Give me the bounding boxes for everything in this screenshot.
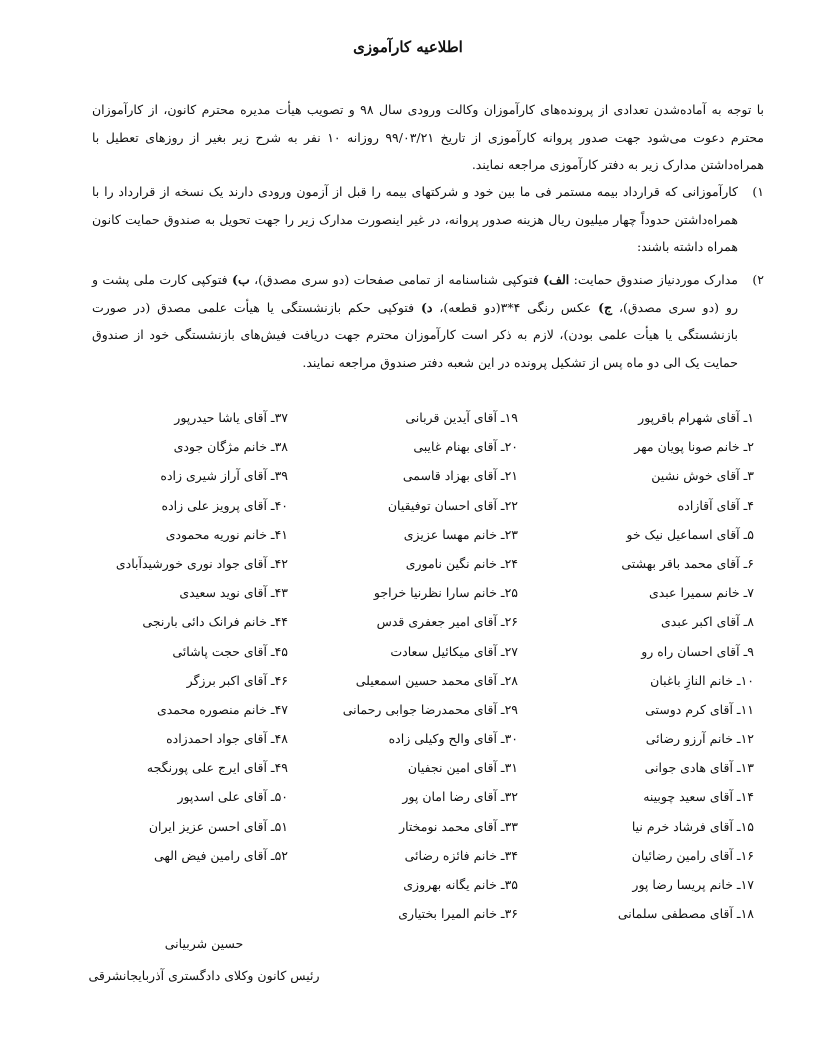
- names-column-3: [18, 403, 288, 870]
- name-list-item: ۲۶ـ آقای امیر جعفری قدس: [376, 614, 518, 630]
- name-list-item: ۱۱ـ آقای کرم دوستی: [645, 701, 754, 717]
- name-list-item: ۹ـ آقای احسان راه رو: [641, 643, 754, 659]
- name-list-item: ۲۲ـ آقای احسان توفیقیان: [387, 497, 518, 513]
- name-list-item: ۴ـ آقای آقازاده: [677, 497, 754, 513]
- name-list-item: ۱۷ـ خانم پریسا رضا پور: [632, 877, 754, 892]
- name-list-item: ۲۵ـ خانم سارا نظرنیا خراجو: [373, 585, 518, 601]
- name-list-item: ۴۳ـ آقای نوید سعیدی: [179, 585, 288, 601]
- name-list-item: ۴۱ـ خانم نوریه محمودی: [165, 526, 288, 542]
- name-list-item: ۱۰ـ خانم النازِ باغبان: [650, 672, 754, 688]
- item-text-part: عکس رنگی ۴*۳(دو قطعه)،: [432, 299, 599, 315]
- name-list-item: ۳۰ـ آقای والح وکیلی زاده: [388, 731, 518, 747]
- item-bullet-dal: د): [421, 299, 433, 315]
- names-column-1: [484, 403, 754, 928]
- name-list-item: ۱۹ـ آقای آیدین قربانی: [405, 410, 518, 425]
- name-list-item: ۳۵ـ خانم یگانه بهروزی: [403, 877, 518, 892]
- name-list-item: ۲۹ـ آقای محمدرضا جوابی رحمانی: [342, 701, 518, 717]
- name-list-item: ۵۱ـ آقای احسن عزیز ایران: [148, 818, 288, 834]
- name-list-item: ۷ـ خانم سمیرا عبدی: [648, 585, 754, 601]
- name-list-item: ۳۲ـ آقای رضا امان پور: [402, 789, 518, 805]
- name-list-item: ۲۱ـ آقای بهزاد قاسمی: [402, 468, 518, 484]
- page-title: اطلاعیه کارآموزی: [353, 38, 463, 56]
- name-list-item: ۶ـ آقای محمد باقر بهشتی: [621, 555, 754, 571]
- name-list-item: ۲۳ـ خانم مهسا عزیزی: [403, 526, 518, 542]
- item-number: ۱): [752, 184, 764, 199]
- name-list-item: ۳۸ـ خانم مژگان جودی: [173, 439, 288, 455]
- name-list-item: ۴۹ـ آقای ایرج علی پورنگجه: [146, 760, 288, 776]
- name-list-item: ۳۷ـ آقای یاشا حیدرپور: [174, 410, 288, 425]
- name-list-item: ۴۷ـ خانم منصوره محمدی: [156, 701, 288, 717]
- name-list-item: ۲۴ـ خانم نگین ناموری: [405, 555, 518, 571]
- name-list-item: ۱۲ـ خانم آرزو رضائی: [645, 731, 754, 747]
- name-list-item: ۳۴ـ خانم فائزه رضائی: [404, 847, 518, 863]
- name-list-item: ۱۴ـ آقای سعید چوبینه: [643, 789, 754, 805]
- item-number: ۲): [752, 272, 764, 287]
- signature-block: [84, 928, 324, 992]
- signer-position: رئیس کانون وکلای دادگستری آذربایجانشرقی: [88, 968, 320, 983]
- name-list-item: ۳۶ـ خانم المیرا بختیاری: [398, 906, 518, 922]
- name-list-item: ۴۴ـ خانم فرانک دائی بارنجی: [142, 614, 288, 630]
- name-list-item: ۳ـ آقای خوش نشین: [651, 468, 754, 484]
- item-text: کارآموزانی که قرارداد بیمه مستمر فی ما بین خود و شرکتهای بیمه را قبل از آزمون ورودی دارند یک نسخه از قرارداد را با همراه‌داشتن حدوداً چهار میلیون ریال هزینه صدور پروانه، در غیر اینصورت مدارک زیر را جهت تحویل به صندوق حمایت کانون همراه داشته باشند:: [92, 184, 738, 254]
- name-list-item: ۴۲ـ آقای جواد نوری خورشیدآبادی: [115, 555, 288, 571]
- name-list-item: ۳۹ـ آقای آراز شیری زاده: [160, 468, 288, 484]
- requirement-item-2: [92, 266, 764, 376]
- item-bullet-alef: الف): [543, 272, 570, 287]
- name-list-item: ۴۶ـ آقای اکبر برزگر: [186, 672, 288, 688]
- name-list-item: ۱۶ـ آقای رامین رضائیان: [631, 847, 754, 863]
- intro-paragraph: با توجه به آماده‌شدن تعدادی از پرونده‌های کارآموزان وکالت ورودی سال ۹۸ و تصویب هیأت مدیره محترم کانون، از کارآموزان محترم دعوت می‌شود جهت صدور پروانه کارآموزی از تاریخ ۹۹/۰۳/۲۱ روزانه ۱۰ نفر به شرح زیر بغیر از روزهای تعطیل با همراه‌داشتن مدارک زیر به دفتر کارآموزی مراجعه نمایند.: [92, 102, 764, 172]
- name-list-item: ۱۳ـ آقای هادی جوانی: [644, 760, 754, 776]
- item-bullet-be: ب): [232, 272, 250, 287]
- name-list-item: ۲۸ـ آقای محمد حسین اسمعیلی: [355, 672, 518, 688]
- name-list-item: ۵۲ـ آقای رامین فیض الهی: [153, 847, 288, 863]
- name-list-item: ۲۷ـ آقای میکائیل سعادت: [390, 643, 518, 659]
- name-list-item: ۴۰ـ آقای پرویز علی زاده: [161, 497, 288, 513]
- item-text: [92, 266, 738, 376]
- name-list-item: ۴۵ـ آقای حجت پاشائی: [172, 643, 288, 659]
- requirement-item-1: [92, 178, 764, 261]
- name-list-item: ۳۳ـ آقای محمد نومختار: [399, 818, 518, 834]
- item-text-part: فتوکپی کارت ملی پشت و رو (دو سری مصدق)،: [92, 272, 738, 315]
- name-list-item: ۱ـ آقای شهرام باقرپور: [638, 410, 754, 425]
- item-text-part: مدارک موردنیاز صندوق حمایت:: [569, 272, 738, 287]
- name-list-item: ۴۸ـ آقای جواد احمدزاده: [166, 731, 288, 747]
- name-list-item: ۱۸ـ آقای مصطفی سلمانی: [617, 906, 754, 922]
- names-column-2: [248, 403, 518, 928]
- name-list-item: ۵۰ـ آقای علی اسدپور: [177, 789, 288, 805]
- item-text-part: فتوکپی شناسنامه از تمامی صفحات (دو سری مصدق)،: [249, 272, 544, 287]
- item-bullet-jim: ج): [598, 299, 613, 315]
- name-list-item: ۸ـ آقای اکبر عبدی: [660, 614, 754, 630]
- name-list-item: ۲ـ خانم صونا پویان مهر: [634, 439, 754, 455]
- item-text-part: فتوکپی حکم بازنشستگی یا هیأت علمی مصدق (در صورت بازنشستگی یا هیأت علمی بودن)، لازم به ذکر است کارآموزان محترم جهت دریافت فیش‌های بازنشستگی خود از صندوق حمایت یک الی دو ماه پس از تشکیل پرونده در این شعبه دفتر صندوق مراجعه نمایند.: [92, 299, 738, 370]
- name-list-item: ۳۱ـ آقای امین نجفیان: [407, 760, 518, 776]
- names-list: [0, 403, 816, 923]
- name-list-item: ۱۵ـ آقای فرشاد خرم نیا: [631, 818, 754, 834]
- name-list-item: ۵ـ آقای اسماعیل نیک خو: [626, 526, 754, 542]
- signer-name: حسین شربیانی: [164, 936, 244, 951]
- name-list-item: ۲۰ـ آقای بهنام غایبی: [413, 439, 518, 455]
